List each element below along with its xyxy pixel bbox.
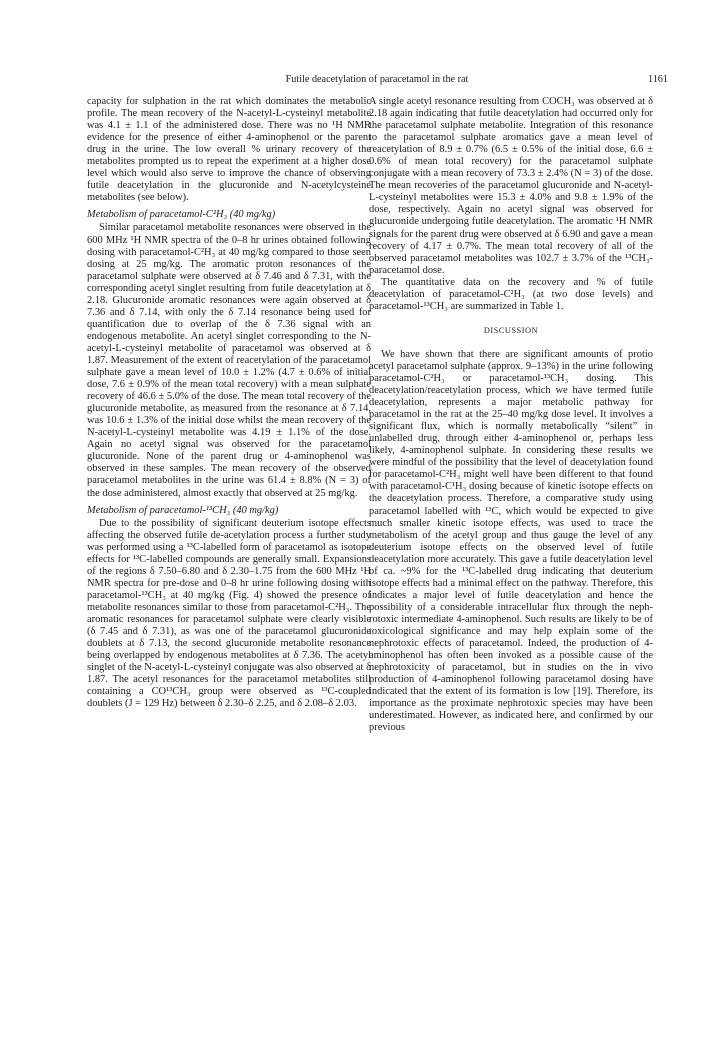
subsection-heading: Metabolism of paracetamol-¹³CH₃ (40 mg/kg) [87, 504, 279, 516]
page-number: 1161 [648, 74, 668, 85]
running-head: Futile deacetylation of paracetamol in the rat [285, 74, 469, 85]
paragraph: Due to the possibility of significant deuterium isotope effects affecting the observed futile de-acetylation process a further study was performed using a ¹³C-labelled form of paracetamol as isotope effects for ¹³C-labelled compounds are generally small. Expansions of the regions δ 7.50–6.80 and δ 2.30–1.75 from the 600 MHz ¹H NMR spectra for pre-dose and 0–8 hr urine following dosing with paracetamol-¹³CH₃ at 40 mg/kg (Fig. 4) showed the presence of metabolite resonances similar to those from paracetamol-C²H₃. The aromatic resonances for paracetamol sulphate were clearly visible (δ 7.45 and δ 7.31), as was one of the paracetamol glucuronide doublets at δ 7.13, the second glucuronide metabolite resonance being overlapped by endogenous metabolites at δ 7.36. The acetyl singlet of the N-acetyl-L-cysteinyl conjugate was also observed at δ 1.87. The acetyl resonances for the paracetamol metabolites still containing a CO¹³CH₃ group were observed as ¹³C-coupled doublets (J = 129 Hz) between δ 2.30–δ 2.25, and δ 2.08–δ 2.03. [87, 517, 371, 710]
paragraph: A single acetyl resonance resulting from COCH₃ was observed at δ 2.18 again indicating that futile deacetylation had occurred only for the paracetamol sulphate metabolite. Integration of this resonance to the paracetamol sulphate aromatics gave a mean level of reacetylation of 8.9 ± 0.7% (6.5 ± 0.5% of the initial dose, 6.6 ± 0.6% of mean total recovery) for the paracetamol sulphate conjugate with a mean recovery of 73.3 ± 2.4% (N = 3) of the dose. The mean recoveries of the paracetamol glucuronide and N-acetyl-L-cysteinyl metabolites were 15.3 ± 4.0% and 9.8 ± 1.9% of the dose, respectively. Again no acetyl signal was observed for glucuronide undergoing futile deacetylation. The aromatic ¹H NMR signals for the parent drug were observed at δ 6.90 and gave a mean recovery of 4.17 ± 0.7%. The mean total recovery of all of the observed paracetamol metabolites was 102.7 ± 3.7% of the ¹³CH₃-paracetamol dose. [369, 96, 653, 276]
paragraph: The quantitative data on the recovery and % of futile deacetylation of paracetamol-C²H₃ (at two dose levels) and paracetamol-¹³CH₃ are summarized in Table 1. [369, 276, 653, 312]
subsection-heading: Metabolism of paracetamol-C²H₃ (40 mg/kg) [87, 209, 276, 221]
paragraph: We have shown that there are significant amounts of protio acetyl paracetamol sulphate (approx. 9–13%) in the urine following paracetamol-C²H₃ or paracetamol-¹³CH₃ dosing. This deacetylation/reacetylation process, which we have termed futile deacetylation, represents a major metabolic pathway for paracetamol in the rat at the 25–40 mg/kg dose level. It involves a significant flux, which is normally metabolically “silent” in unlabelled drug, through either 4-aminophenol or, perhaps less likely, 4-aminophenol sulphate. In considering these results we were mindful of the possibility that the level of deacetylation found for paracetamol-C²H₃ might well have been different to that found with paracetamol-C¹H₃ dosing because of kinetic isotope effects on the deacetylation process. Therefore, a comparative study using paracetamol labelled with ¹³C, which would be expected to give much smaller kinetic isotope effects, was used to trace the metabolism of the acetyl group and thus gauge the level of any deuterium isotope effects on the observed level of futile deacetylation more accurately. This gave a futile deacetylation level of ca. ~9% for the ¹³C-labelled drug indicating that deuterium isotope effects had a minimal effect on the pathway. Therefore, this indicates a major level of futile deacetylation and hence the possibility of a considerable intracellular flux through the neph-rotoxic intermediate 4-aminophenol. Such results are likely to be of toxicological significance and may help explain some of the nephrotoxic effects of paracetamol. Indeed, the production of 4-aminophenol has often been invoked as a possible cause of the nephrotoxicity of paracetamol, but in studies on the in vivo production of 4-aminophenol following paracetamol dosing have indicated that the extent of its formation is low [19]. Therefore, its importance as the proximate nephrotoxic species may have been underestimated. However, as indicated here, and confirmed by our previous [369, 348, 653, 734]
section-heading: DISCUSSION [483, 325, 539, 335]
paragraph: Similar paracetamol metabolite resonances were observed in the 600 MHz ¹H NMR spectra of the 0–8 hr urines obtained following dosing with paracetamol-C²H₃ at 40 mg/kg compared to those seen dosing at 25 mg/kg. The aromatic proton resonances of the paracetamol sulphate were observed at δ 7.46 and δ 7.31, with the corresponding acetyl singlet resulting from futile deacetylation at δ 2.18. Glucuronide aromatic resonances were again observed at δ 7.36 and δ 7.14, with only the δ 7.14 resonance being used for quantification due to overlap of the δ 7.36 signal with an endogenous metabolite. An acetyl singlet corresponding to the N-acetyl-L-cysteinyl metabolite of paracetamol was observed at δ 1.87. Measurement of the extent of reacetylation of the paracetamol sulphate gave a mean level of 10.0 ± 1.2% (4.7 ± 0.6% of initial dose, 7.6 ± 0.9% of the mean total recovery) with a mean sulphate recovery of 46.6 ± 5.0% of the dose. The mean total recovery of the glucuronide metabolite, as measured from the resonance at δ 7.14, was 10.6 ± 1.3% of the initial dose whilst the mean recovery of the N-acetyl-L-cysteinyl metabolite was 4.19 ± 1.1% of the dose. Again no acetyl signal was observed for the paracetamol glucuronide. None of the parent drug or 4-aminophenol was observed in these samples. The mean recovery of the observed paracetamol metabolites in the urine was 61.4 ± 8.8% (N = 3) of the dose administered, almost exactly that observed at 25 mg/kg. [87, 222, 371, 499]
paragraph: capacity for sulphation in the rat which dominates the metabolic profile. The mean recovery of the N-acetyl-L-cysteinyl metabolite was 4.1 ± 1.1 of the administered dose. There was no ¹H NMR evidence for the presence of either 4-aminophenol or the parent drug in the urine. The low overall % urinary recovery of the metabolites prompted us to repeat the experiment at a higher dose level which would also serve to improve the chance of observing futile deacetylation in the glucuronide and N-acetylcysteine metabolites (see below). [87, 96, 371, 204]
right-column [369, 96, 653, 734]
left-column [87, 96, 371, 710]
page-header [86, 74, 668, 90]
